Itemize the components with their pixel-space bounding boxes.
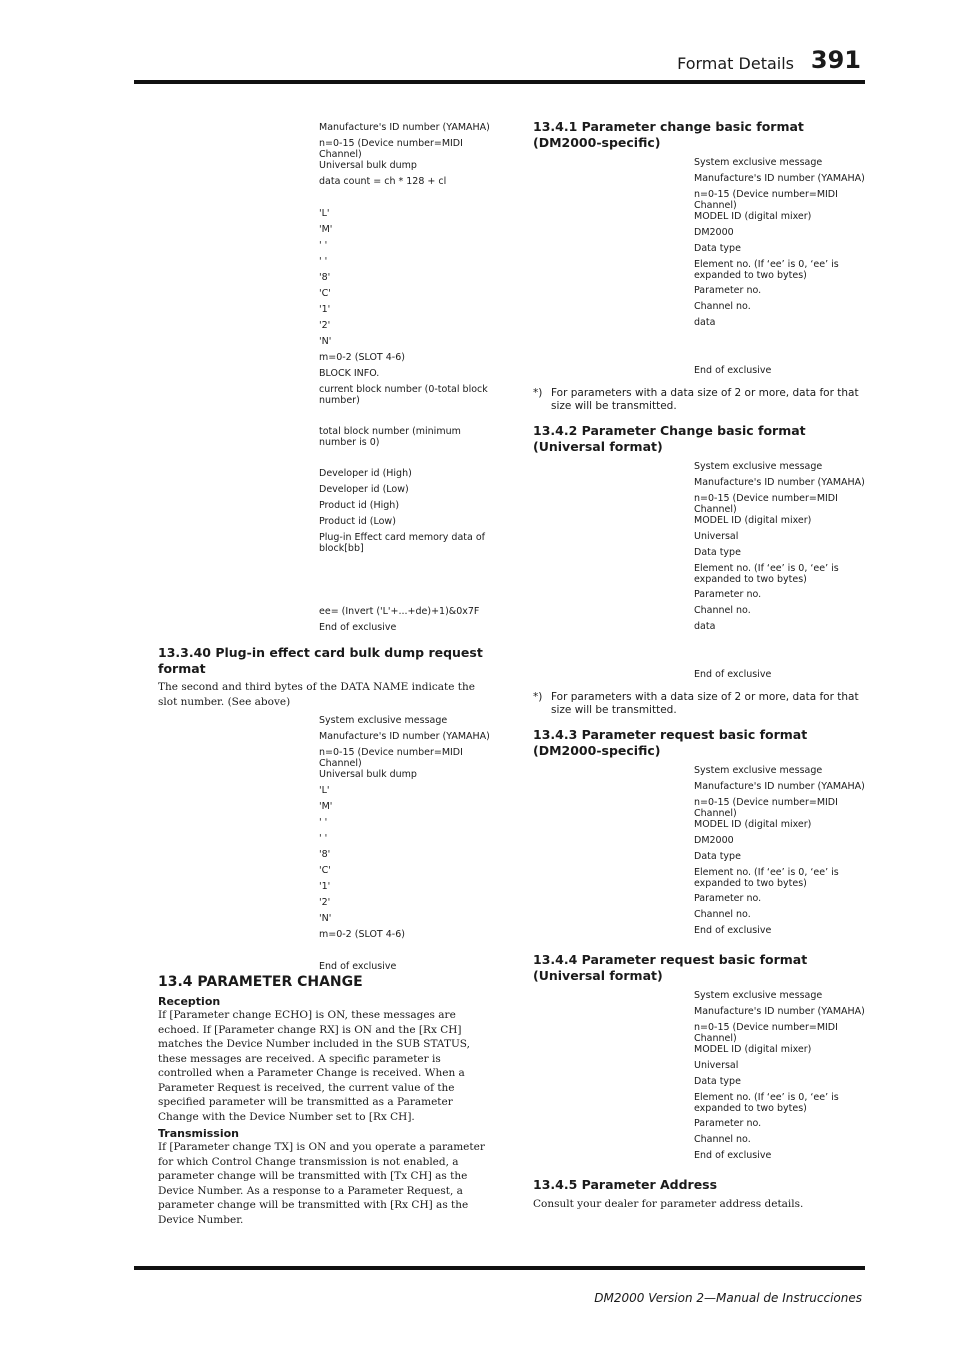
- table-row: 'C': [319, 288, 331, 299]
- table-row: BLOCK INFO.: [319, 368, 380, 379]
- table-row: [319, 192, 493, 208]
- format-table: [533, 461, 865, 685]
- table-row: '8': [319, 272, 331, 283]
- table-row: ee= (Invert ('L'+...+de)+1)&0x7F: [319, 606, 480, 617]
- table-row: '1': [319, 304, 331, 315]
- footer-rule: [134, 1266, 865, 1270]
- table-row: DM2000: [694, 227, 734, 238]
- footnote-mark: *): [533, 387, 543, 399]
- format-table: [533, 990, 865, 1166]
- section-heading: 13.4.1 Parameter change basic format: [533, 119, 804, 134]
- table-row: 'N': [319, 336, 332, 347]
- section-13-4-3: [533, 727, 865, 941]
- table-row: Parameter no.: [694, 285, 762, 296]
- table-row: '8': [319, 849, 331, 860]
- section-13-3-40: [158, 645, 493, 977]
- table-row: Parameter no.: [694, 589, 762, 600]
- table-row: Data type: [694, 243, 741, 254]
- section-13-4: [158, 974, 493, 1227]
- table-row: Manufacture's ID number (YAMAHA): [319, 122, 490, 133]
- table-row: data count = ch * 128 + cl: [319, 176, 447, 187]
- table-row: End of exclusive: [694, 669, 772, 680]
- section-heading: 13.4 PARAMETER CHANGE: [158, 974, 363, 990]
- table-row: Channel no.: [694, 301, 751, 312]
- section-subheading: (DM2000-specific): [533, 135, 661, 150]
- table-row: Element no. (If ‘ee’ is 0, ‘ee’ is expanded to two bytes): [694, 867, 839, 889]
- table-row: Product id (High): [319, 500, 400, 511]
- table-row: DM2000: [694, 835, 734, 846]
- reception-title: Reception: [158, 995, 221, 1008]
- table-row: total block number (minimum number is 0): [319, 426, 461, 448]
- table-row: n=0-15 (Device number=MIDI Channel): [319, 138, 463, 160]
- section-title: Format Details: [677, 54, 794, 73]
- section-subheading: (Universal format): [533, 968, 663, 983]
- table-row: Developer id (High): [319, 468, 412, 479]
- table-row: ' ': [319, 817, 328, 828]
- table-row: Developer id (Low): [319, 484, 409, 495]
- section-subheading: (Universal format): [533, 439, 663, 454]
- table-row: n=0-15 (Device number=MIDI Channel): [694, 797, 838, 819]
- section-heading: 13.4.5 Parameter Address: [533, 1177, 718, 1192]
- footnote: [533, 387, 865, 413]
- section-subheading: (DM2000-specific): [533, 743, 661, 758]
- table-row: Data type: [694, 851, 741, 862]
- section-13-4-2: [533, 423, 865, 717]
- table-row: System exclusive message: [319, 715, 448, 726]
- table-row: Manufacture's ID number (YAMAHA): [319, 731, 490, 742]
- table-row: 'M': [319, 801, 333, 812]
- table-row: ' ': [319, 240, 328, 251]
- table-row: Data type: [694, 547, 741, 558]
- table-row: '1': [319, 881, 331, 892]
- table-row: ' ': [319, 833, 328, 844]
- format-table: [533, 157, 865, 381]
- left-column: [158, 122, 493, 638]
- table-row: System exclusive message: [694, 157, 823, 168]
- header-rule: [134, 80, 865, 84]
- table-row: n=0-15 (Device number=MIDI Channel): [319, 747, 463, 769]
- table-row: n=0-15 (Device number=MIDI Channel): [694, 493, 838, 515]
- section-heading: 13.4.2 Parameter Change basic format: [533, 423, 806, 438]
- table-row: 'L': [319, 208, 330, 219]
- table-row: Element no. (If ‘ee’ is 0, ‘ee’ is expanded to two bytes): [694, 1092, 839, 1114]
- table-row: current block number (0-total block number): [319, 384, 488, 406]
- table-row: MODEL ID (digital mixer): [694, 819, 812, 830]
- table-row: Manufacture's ID number (YAMAHA): [694, 781, 865, 792]
- table-row: Universal: [694, 531, 739, 542]
- request-format-table: [158, 715, 493, 977]
- table-row: Element no. (If ‘ee’ is 0, ‘ee’ is expanded to two bytes): [694, 563, 839, 585]
- table-row: MODEL ID (digital mixer): [694, 211, 812, 222]
- table-row: Parameter no.: [694, 1118, 762, 1129]
- table-row: Channel no.: [694, 1134, 751, 1145]
- footnote: [533, 691, 865, 717]
- footnote-text: For parameters with a data size of 2 or more, data for that size will be transmitted.: [551, 691, 859, 716]
- section-body: The second and third bytes of the DATA NAME indicate the slot number. (See above): [158, 681, 475, 708]
- table-row: 'N': [319, 913, 332, 924]
- table-row: m=0-2 (SLOT 4-6): [319, 929, 405, 940]
- table-row: Channel no.: [694, 605, 751, 616]
- table-row: System exclusive message: [694, 990, 823, 1001]
- transmission-text: If [Parameter change TX] is ON and you operate a parameter for which Control Change transmission is not enabled, a parameter change will be transmitted with [Tx CH] as the Device Number. As a response to a Parameter Request, a parameter change will be transmitted with [Rx CH] as the Device Number.: [158, 1141, 485, 1226]
- table-row: data: [694, 317, 716, 328]
- table-row: Universal bulk dump: [319, 160, 417, 171]
- table-row: End of exclusive: [319, 622, 397, 633]
- footnote-mark: *): [533, 691, 543, 703]
- table-row: End of exclusive: [694, 1150, 772, 1161]
- format-table: [533, 765, 865, 941]
- table-row: '2': [319, 320, 331, 331]
- footnote-text: For parameters with a data size of 2 or more, data for that size will be transmitted.: [551, 387, 859, 412]
- bulk-dump-table: [158, 122, 493, 638]
- transmission-title: Transmission: [158, 1127, 240, 1140]
- section-13-4-5: [533, 1177, 865, 1212]
- table-row: ' ': [319, 256, 328, 267]
- table-row: Manufacture's ID number (YAMAHA): [694, 1006, 865, 1017]
- table-row: System exclusive message: [694, 765, 823, 776]
- table-row: End of exclusive: [694, 365, 772, 376]
- table-row: End of exclusive: [694, 925, 772, 936]
- section-13-4-4: [533, 952, 865, 1166]
- section-heading: 13.4.4 Parameter request basic format: [533, 952, 808, 967]
- table-row: 'C': [319, 865, 331, 876]
- section-body: Consult your dealer for parameter address details.: [533, 1198, 804, 1210]
- page-number: 391: [810, 46, 861, 74]
- table-row: n=0-15 (Device number=MIDI Channel): [694, 1022, 838, 1044]
- reception-text: If [Parameter change ECHO] is ON, these messages are echoed. If [Parameter change RX] is ON and the [Rx CH] matches the Device Number included in the SUB STATUS, these messages are received. A specific parameter is controlled when a Parameter Change is received. When a Parameter Request is received, the current value of the specified parameter will be transmitted as a Parameter Change with the Device Number set to [Rx CH].: [158, 1009, 470, 1123]
- table-row: '2': [319, 897, 331, 908]
- section-heading: 13.3.40 Plug-in effect card bulk dump request format: [158, 645, 483, 676]
- table-row: Manufacture's ID number (YAMAHA): [694, 477, 865, 488]
- table-row: Manufacture's ID number (YAMAHA): [694, 173, 865, 184]
- table-row: 'L': [319, 785, 330, 796]
- table-row: Universal bulk dump: [319, 769, 417, 780]
- table-row: Data type: [694, 1076, 741, 1087]
- table-row: System exclusive message: [694, 461, 823, 472]
- table-row: Universal: [694, 1060, 739, 1071]
- table-row: Plug-in Effect card memory data of block[bb]: [319, 532, 486, 554]
- table-row: Element no. (If ‘ee’ is 0, ‘ee’ is expanded to two bytes): [694, 259, 839, 281]
- table-row: MODEL ID (digital mixer): [694, 515, 812, 526]
- table-row: m=0-2 (SLOT 4-6): [319, 352, 405, 363]
- table-row: data: [694, 621, 716, 632]
- section-heading: 13.4.3 Parameter request basic format: [533, 727, 808, 742]
- table-row: Product id (Low): [319, 516, 396, 527]
- table-row: End of exclusive: [319, 961, 397, 972]
- footer-text: DM2000 Version 2—Manual de Instrucciones: [594, 1291, 862, 1305]
- table-row: MODEL ID (digital mixer): [694, 1044, 812, 1055]
- table-row: 'M': [319, 224, 333, 235]
- section-13-4-1: [533, 119, 865, 413]
- table-row: Channel no.: [694, 909, 751, 920]
- table-row: n=0-15 (Device number=MIDI Channel): [694, 189, 838, 211]
- table-row: Parameter no.: [694, 893, 762, 904]
